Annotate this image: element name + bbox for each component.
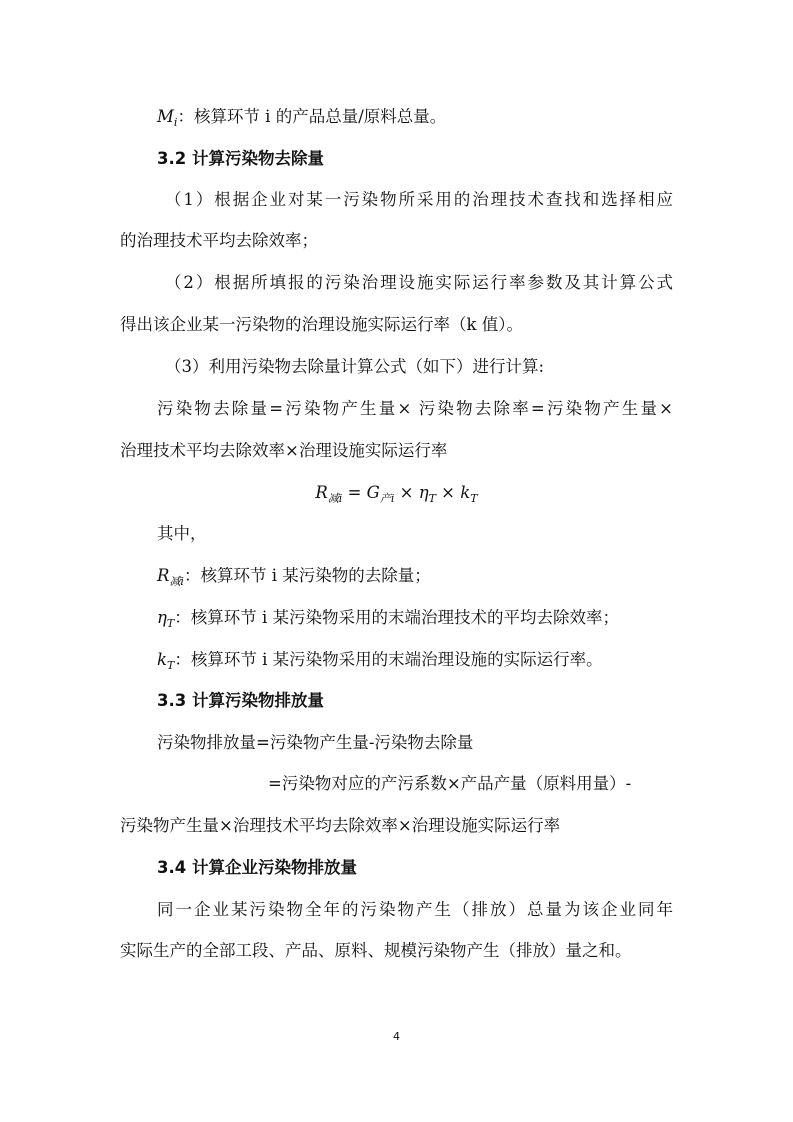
def-eta-text: ：核算环节 i 某污染物采用的末端治理技术的平均去除效率； — [174, 608, 620, 627]
formula-text-line-2: 治理技术平均去除效率×治理设施实际运行率 — [120, 441, 448, 460]
para-2-line-2: 得出该企业某一污染物的治理设施实际运行率（k 值）。 — [120, 315, 523, 334]
removal-equation — [120, 481, 673, 511]
def-eta-symbol: η — [157, 608, 167, 627]
eq-g-sub: 产i — [379, 492, 395, 505]
mi-definition-text: ：核算环节 i 的产品总量/原料总量。 — [177, 107, 447, 126]
eq-r-sub: 减i — [327, 492, 343, 505]
def-r-symbol: R — [157, 566, 170, 585]
eq-k: × k — [435, 483, 471, 502]
eq-g: G — [366, 483, 380, 502]
formula-text-line-1: 污染物去除量=污染物产生量× 污染物去除率=污染物产生量× — [157, 399, 673, 418]
section-3-4-title: 3.4 计算企业污染物排放量 — [157, 858, 357, 877]
eq-eta: × η — [394, 483, 429, 502]
mi-definition — [157, 105, 710, 135]
page-number: 4 — [393, 1030, 400, 1043]
enterprise-line-1: 同一企业某污染物全年的污染物产生（排放）总量为该企业同年 — [157, 900, 673, 919]
para-1-line-1: （1）根据企业对某一污染物所采用的治理技术查找和选择相应 — [165, 190, 673, 209]
para-1-line-2: 的治理技术平均去除效率； — [120, 231, 318, 250]
def-r — [157, 564, 710, 594]
enterprise-line-2: 实际生产的全部工段、产品、原料、规模污染物产生（排放）量之和。 — [120, 941, 632, 960]
where-label: 其中， — [157, 524, 207, 543]
def-r-sub: 减i — [169, 575, 184, 588]
def-eta — [157, 606, 710, 636]
def-k-text: ：核算环节 i 某污染物采用的末端治理设施的实际运行率。 — [174, 650, 603, 669]
eq-r: R — [315, 483, 328, 502]
eq-equals: = — [342, 483, 367, 502]
emission-line-2: =污染物对应的产污系数×产品产量（原料用量）- — [268, 774, 632, 793]
para-2-line-1: （2）根据所填报的污染治理设施实际运行率参数及其计算公式 — [165, 273, 673, 292]
def-k — [157, 648, 710, 678]
eq-eta-sub: T — [428, 492, 436, 505]
symbol-m: M — [157, 107, 174, 126]
symbol-m-sub: i — [173, 116, 178, 129]
def-eta-sub: T — [166, 617, 175, 630]
section-3-3-title: 3.3 计算污染物排放量 — [157, 691, 324, 710]
def-k-sub: T — [167, 659, 175, 672]
para-3: （3）利用污染物去除量计算公式（如下）进行计算: — [165, 357, 545, 376]
def-k-symbol: k — [157, 650, 167, 669]
def-r-text: ：核算环节 i 某污染物的去除量； — [183, 566, 431, 585]
eq-k-sub: T — [470, 492, 478, 505]
section-3-2-title: 3.2 计算污染物去除量 — [157, 149, 324, 168]
emission-line-3: 污染物产生量×治理技术平均去除效率×治理设施实际运行率 — [120, 816, 561, 835]
emission-line-1: 污染物排放量=污染物产生量-污染物去除量 — [157, 733, 474, 752]
